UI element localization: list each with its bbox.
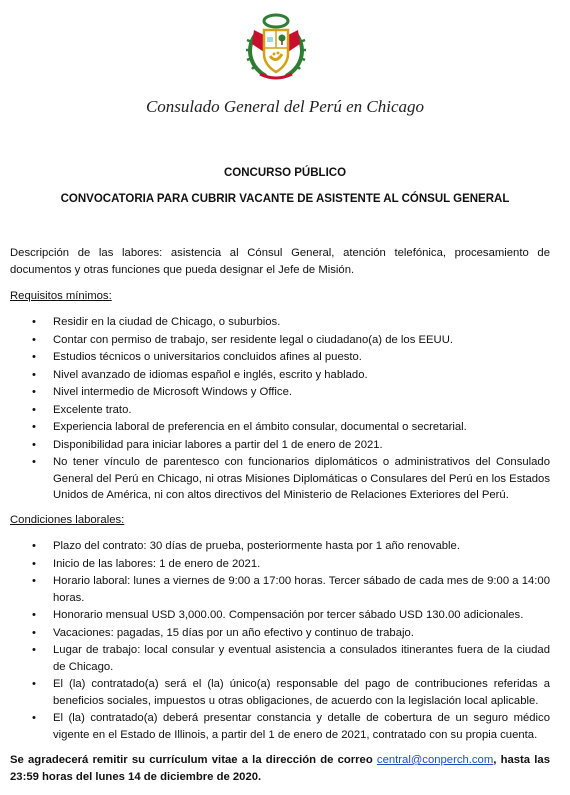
condition-item: • Horario laboral: lunes a viernes de 9:00 a 17:00 horas. Tercer sábado de cada mes de 9:00 a 14:00 horas. bbox=[10, 573, 550, 606]
requirement-item: • No tener vínculo de parentesco con funcionarios diplomáticos o administrativos del Consulado General del Perú en Chicago, ni otras Misiones Diplomáticas o Consulares del Perú en los Estados Unidos de América, ni con altos directivos del Ministerio de Relaciones Exteriores del Perú. bbox=[10, 454, 550, 504]
condition-item: • Honorario mensual USD 3,000.00. Compensación por tercer sábado USD 130.00 adicionales. bbox=[10, 607, 550, 624]
requirements-list bbox=[10, 314, 550, 505]
requirement-item: • Experiencia laboral de preferencia en el ámbito consular, documental o secretarial. bbox=[10, 419, 550, 436]
condition-item: • Vacaciones: pagadas, 15 días por un año efectivo y continuo de trabajo. bbox=[10, 625, 550, 642]
requirements-heading: Requisitos mínimos: bbox=[10, 290, 112, 302]
closing-paragraph bbox=[10, 752, 550, 785]
document-title: CONCURSO PÚBLICO bbox=[223, 167, 347, 179]
contact-email-link[interactable]: central@conperch.com bbox=[376, 754, 494, 766]
job-description: Descripción de las labores: asistencia al Cónsul General, atención telefónica, procesamiento de documentos y otras funciones que pueda designar el Jefe de Misión. bbox=[10, 247, 550, 276]
condition-item: • Plazo del contrato: 30 días de prueba, posteriormente hasta por 1 año renovable. bbox=[10, 538, 550, 555]
consulate-name: Consulado General del Perú en Chicago bbox=[145, 97, 425, 116]
requirement-item: • Disponibilidad para iniciar labores a partir del 1 de enero de 2021. bbox=[10, 437, 550, 454]
requirement-item: • Nivel intermedio de Microsoft Windows y Office. bbox=[10, 384, 550, 401]
closing-text-after: , hasta las 23:59 horas del lunes 14 de diciembre de 2020. bbox=[10, 754, 550, 783]
requirement-item: • Excelente trato. bbox=[10, 402, 550, 419]
conditions-list bbox=[10, 538, 550, 744]
condition-item: • El (la) contratado(a) será el (la) único(a) responsable del pago de contribuciones referidas a beneficios sociales, impuestos u otras obligaciones, de acuerdo con la legislación local aplicable. bbox=[10, 676, 550, 709]
closing-text-before: Se agradecerá remitir su currículum vitae a la dirección de correo bbox=[10, 754, 377, 766]
condition-item: • El (la) contratado(a) deberá presentar constancia y detalle de cobertura de un seguro médico vigente en el Estado de Illinois, a partir del 1 de enero de 2021, contratado con su propia cuenta. bbox=[10, 710, 550, 743]
conditions-heading: Condiciones laborales: bbox=[10, 514, 125, 526]
requirement-item: • Contar con permiso de trabajo, ser residente legal o ciudadano(a) de los EEUU. bbox=[10, 332, 550, 349]
requirement-item: • Estudios técnicos o universitarios concluidos afines al puesto. bbox=[10, 349, 550, 366]
coat-of-arms-of-peru bbox=[244, 12, 308, 82]
document-subtitle: CONVOCATORIA PARA CUBRIR VACANTE DE ASISTENTE AL CÓNSUL GENERAL bbox=[60, 193, 510, 205]
requirement-item: • Residir en la ciudad de Chicago, o suburbios. bbox=[10, 314, 550, 331]
condition-item: • Inicio de las labores: 1 de enero de 2021. bbox=[10, 556, 550, 573]
requirement-item: • Nivel avanzado de idiomas español e inglés, escrito y hablado. bbox=[10, 367, 550, 384]
condition-item: • Lugar de trabajo: local consular y eventual asistencia a consulados itinerantes fuera de la ciudad de Chicago. bbox=[10, 642, 550, 675]
